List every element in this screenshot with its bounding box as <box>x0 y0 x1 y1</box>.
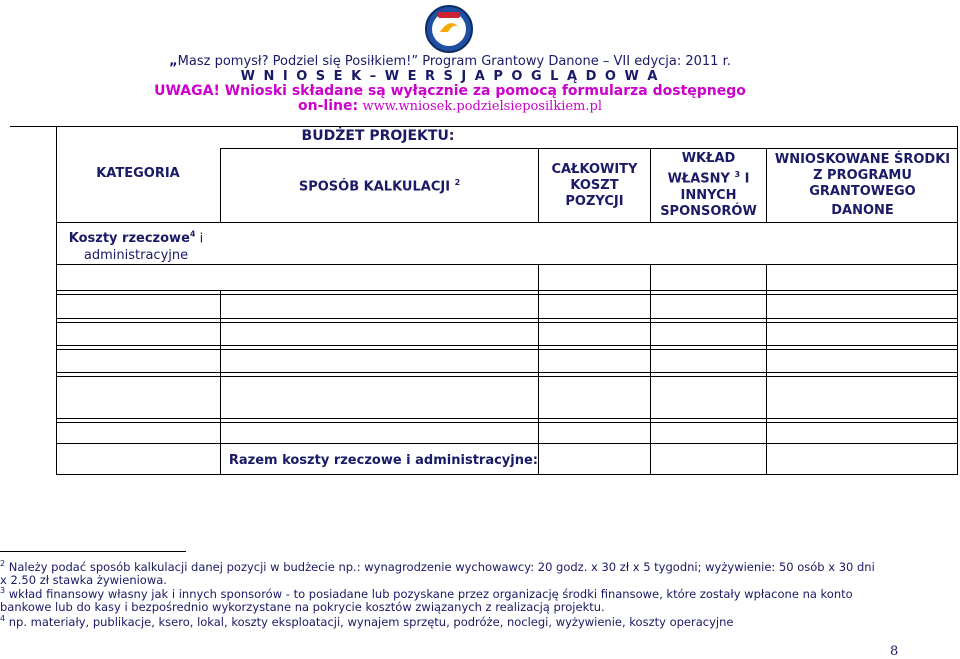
section-row-divider <box>56 222 958 223</box>
section-row-bottom <box>56 264 958 265</box>
section-label-koszty-rzeczowe: Koszty rzeczowe$^4$ i administracyjne <box>68 230 204 264</box>
program-title: „Masz pomysł? Podziel się Posiłkiem!” Program Grantowy Danone – VII edycja: 2011 r. <box>169 54 731 69</box>
data-row-line-4 <box>56 372 958 377</box>
online-notice <box>0 98 900 114</box>
col-divider-4 <box>766 264 767 475</box>
form-url-link[interactable]: www.wniosek.podzielsieposilkiem.pl <box>362 99 602 114</box>
total-row-label: Razem koszty rzeczowe i administracyjne: <box>228 453 538 468</box>
footnote-3: $^3$ wkład finansowy własny jak i innych sponsorów - to posiadane lub pozyskane przez organizację środki finansowe, które zostały wpłacone na konto bankowe lub do kasy i bezpośrednio wykorzystane na pokrycie kosztów związanych z realizacją projektu. <box>0 586 853 614</box>
data-row-line-1 <box>56 290 958 295</box>
data-row-bottom <box>56 443 958 444</box>
col-header-kategoria: KATEGORIA <box>96 166 180 181</box>
page-number: 8 <box>890 644 899 659</box>
col-header-calkowity-koszt: CAŁKOWITY KOSZT POZYCJI <box>538 148 650 222</box>
form-version-title: W N I O S E K – W E R S J A P O G L Ą D O W A <box>240 69 660 84</box>
col-divider-3 <box>650 264 651 475</box>
data-row-line-3 <box>56 345 958 350</box>
warning-notice: UWAGA! Wnioski składane są wyłącznie za pomocą formularza dostępnego <box>154 83 746 99</box>
col-header-wnioskowane-srodki: WNIOSKOWANE ŚRODKI Z PROGRAMU GRANTOWEGO DANONE <box>766 148 958 222</box>
col-divider-2 <box>538 264 539 475</box>
footnote-4: $^4$ np. materiały, publikacje, ksero, lokal, koszty eksploatacji, wynajem sprzętu, podróże, noclegi, wyżywienie, koszty operacyjne <box>0 614 734 629</box>
data-row-line-2 <box>56 318 958 323</box>
footnote-2: $^2$ Należy podać sposób kalkulacji danej pozycji w budżecie np.: wynagrodzenie wychowawcy: 20 godz. x 30 zł x 5 tygodni; wyżywienie: 50 osób x 30 dni x 2.50 zł stawka żywieniowa. <box>0 559 875 587</box>
budget-title: BUDŻET PROJEKTU: <box>301 128 455 144</box>
online-label: on-line: <box>298 98 359 114</box>
data-row-line-5 <box>56 418 958 423</box>
col-header-sposob-kalkulacji: SPOSÓB KALKULACJI $^2$ <box>220 148 538 222</box>
footnote-rule <box>0 551 186 552</box>
podziel-sie-posilkiem-logo <box>424 4 474 54</box>
col-header-wklad-wlasny: WKŁAD WŁASNY $^3$ I INNYCH SPONSORÓW <box>650 148 766 222</box>
